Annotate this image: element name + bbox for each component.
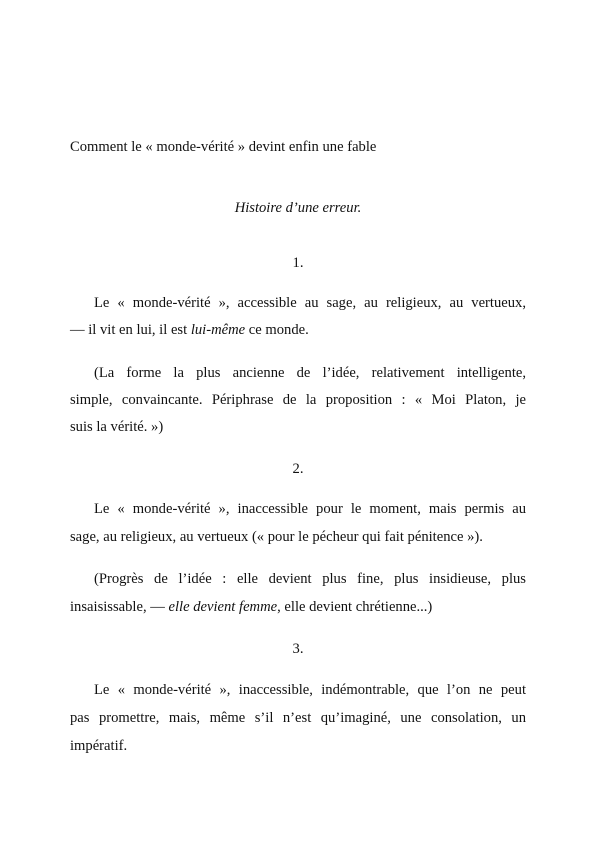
text-span: ce monde. [245,322,309,338]
document-heading: Comment le « monde-vérité » devint enfin une fable [70,139,377,155]
paragraph-line: sage, au religieux, au vertueux (« pour le pécheur qui fait pénitence »). [70,529,483,545]
subtitle-text: Histoire d’une erreur. [234,200,362,216]
paragraph-line: (Progrès de l’idée : elle devient plus fine, plus insidieuse, plus [94,571,526,587]
paragraph-line: suis la vérité. ») [70,419,164,435]
paragraph-line [70,598,526,616]
section-number: 2. [292,461,304,477]
paragraph-line [70,321,526,339]
paragraph-line: pas promettre, mais, même s’il n’est qu’imaginé, une consolation, un [70,710,526,726]
document-page [70,0,526,842]
emphasis-text: elle devient femme [168,599,278,615]
paragraph-line: Le « monde-vérité », accessible au sage, au religieux, au vertueux, [94,295,526,311]
paragraph-line: (La forme la plus ancienne de l’idée, relativement intelligente, [94,365,526,381]
document-subtitle [70,199,526,217]
emphasis-text: lui-même [190,322,246,338]
text-span: insaisissable, — [70,599,169,615]
section-number: 3. [292,641,304,657]
text-span: , elle devient chrétienne...) [277,599,433,615]
paragraph-line: simple, convaincante. Périphrase de la proposition : « Moi Platon, je [70,392,526,408]
paragraph-line: Le « monde-vérité », inaccessible, indémontrable, que l’on ne peut [94,682,526,698]
section-number: 1. [292,255,304,271]
paragraph-line: Le « monde-vérité », inaccessible pour le moment, mais permis au [94,501,526,517]
paragraph-line: impératif. [70,738,128,754]
text-span: — il vit en lui, il est [70,322,191,338]
